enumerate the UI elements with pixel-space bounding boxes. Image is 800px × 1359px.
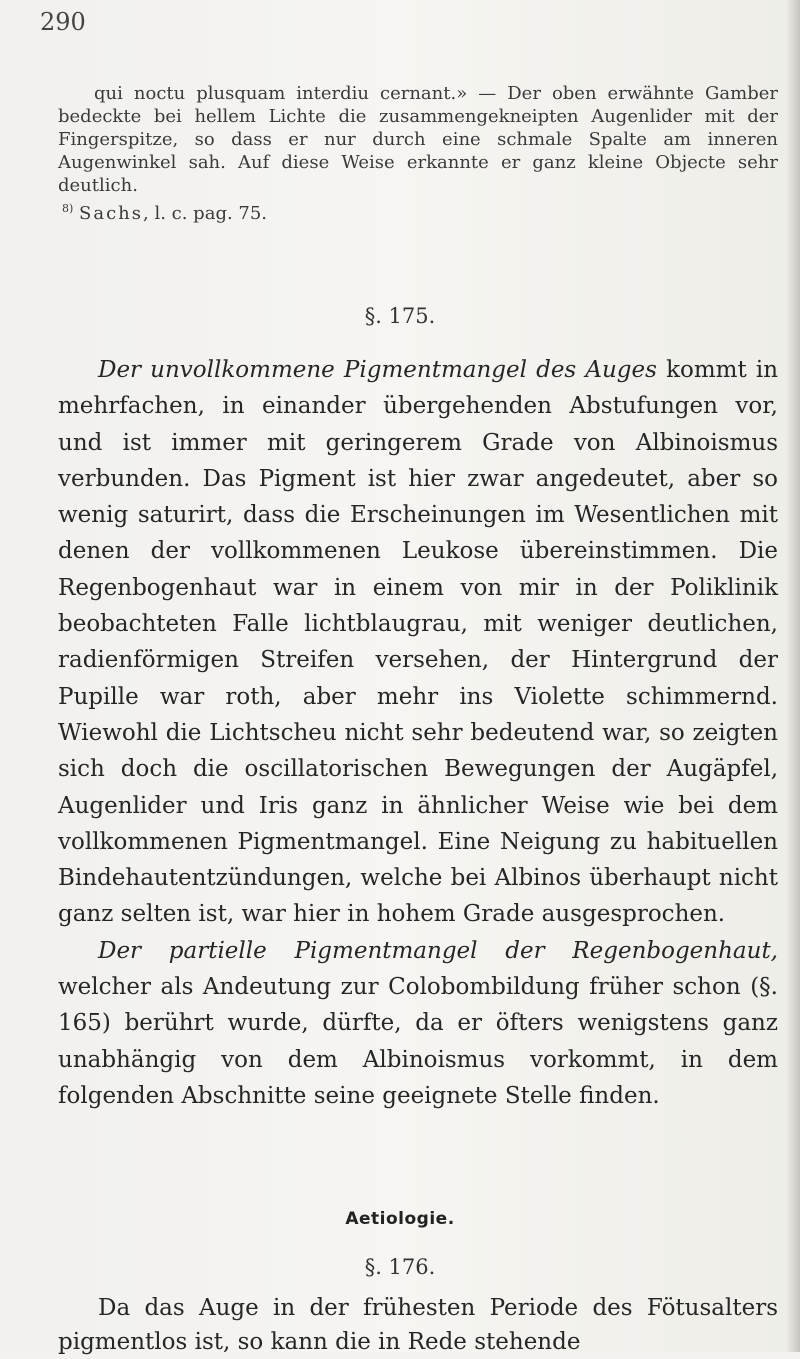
paragraph-text: kommt in mehrfachen, in einander übergehenden Abstufungen vor, und ist immer mit geringerem Grade von Albinoismus verbunden. Das Pigment ist hier zwar angedeutet, aber so wenig saturirt, dass die Erscheinungen im Wesentlichen mit denen der vollkommenen Leukose übereinstimmen. Die Regenbogenhaut war in einem von mir in der Poliklinik beobachteten Falle lichtblaugrau, mit weniger deutlichen, radienförmigen Streifen versehen, der Hintergrund der Pupille war roth, aber mehr ins Violette schimmernd. Wiewohl die Lichtscheu nicht sehr bedeutend war, so zeigten sich doch die oscillatorischen Bewegungen der Augäpfel, Augenlider und Iris ganz in ähnlicher Weise wie bei dem vollkommenen Pigmentmangel. Eine Neigung zu habituellen Bindehautentzündungen, welche bei Albinos überhaupt nicht ganz selten ist, war hier in hohem Grade ausgesprochen. (58, 357, 779, 928)
section-176-body (58, 1291, 778, 1359)
footnote-block (58, 82, 778, 225)
section-176-heading: §. 176. (364, 1255, 436, 1279)
section-175-body (58, 352, 778, 1114)
footnote-marker: 8) (62, 202, 74, 215)
footnote-author: Sachs (79, 203, 144, 224)
page-number: 290 (40, 8, 86, 36)
footnote-reference: , l. c. pag. 75. (143, 203, 268, 224)
aetiologie-heading: Aetiologie. (345, 1209, 455, 1229)
paragraph-incomplete-pigment-deficiency (58, 352, 778, 933)
paragraph-partial-pigment-deficiency (58, 933, 778, 1114)
footnote-continuation: qui noctu plusquam interdiu cernant.» — Der oben erwähnte Gamber bedeckte bei hellem Lichte die zusammengekneipten Augenlider mit der Fingerspitze, so dass er nur durch eine schmale Spalte am inneren Augenwinkel sah. Auf diese Weise erkannte er ganz kleine Objecte sehr deutlich. (58, 83, 778, 196)
section-175-heading: §. 175. (364, 304, 436, 328)
italic-term-unvollkommene: Der unvollkommene Pigmentmangel des Auges (98, 357, 657, 383)
italic-term-partielle: Der partielle Pigmentmangel der Regenbogenhaut, (98, 937, 778, 964)
footnote-sachs (62, 197, 778, 225)
paragraph-foetal-period: Da das Auge in der frühesten Periode des Fötusalters pigmentlos ist, so kann die in Rede stehende (58, 1295, 778, 1355)
page-edge-shadow (786, 0, 800, 1352)
paragraph-text: welcher als Andeutung zur Colobombildung früher schon (§. 165) berührt wurde, dürfte, da er öfters wenigstens ganz unabhängig von dem Albinoismus vorkommt, in dem folgenden Abschnitte seine geeignete Stelle finden. (58, 974, 778, 1109)
